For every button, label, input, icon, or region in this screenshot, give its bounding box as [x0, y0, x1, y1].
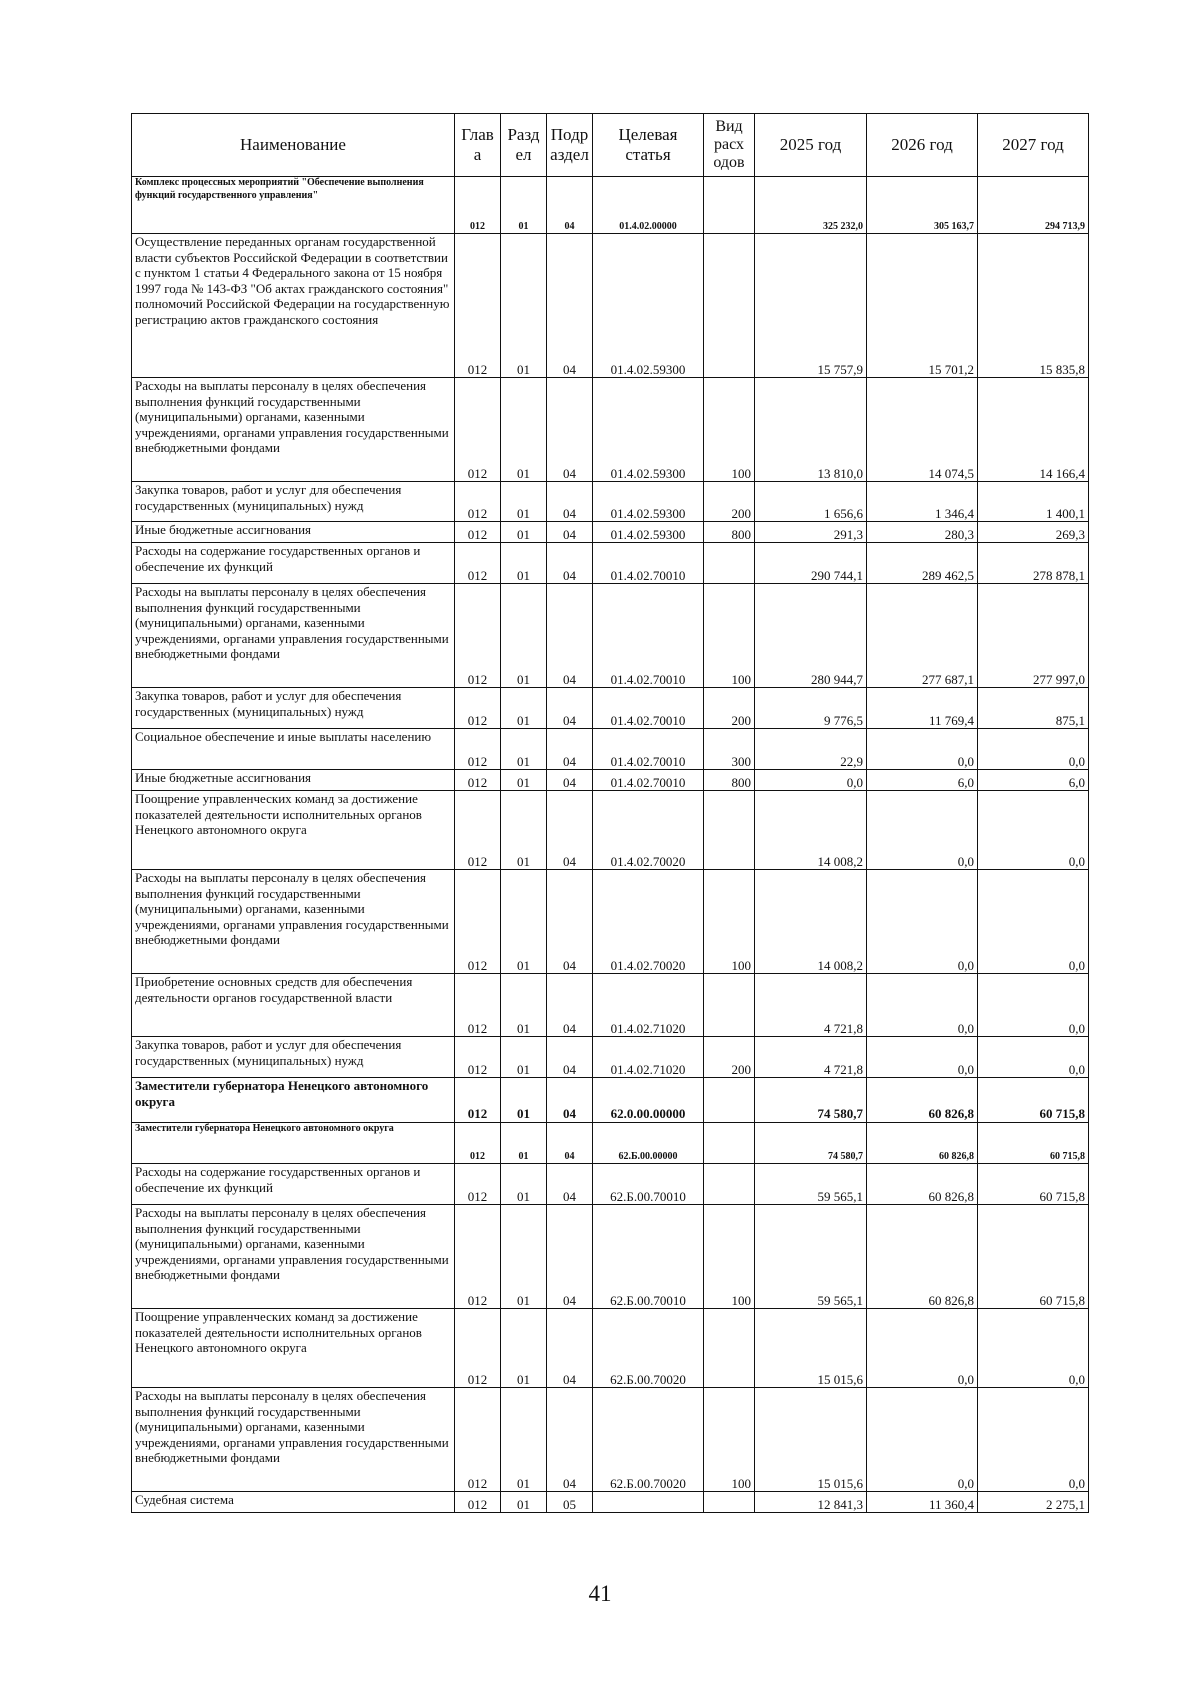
cell-podrazdel: 04 [547, 584, 593, 688]
cell-2025: 290 744,1 [755, 543, 867, 584]
header-name: Наименование [132, 114, 455, 177]
cell-razdel: 01 [501, 543, 547, 584]
cell-2025: 12 841,3 [755, 1492, 867, 1513]
cell-2026: 1 346,4 [867, 482, 978, 522]
cell-podrazdel: 04 [547, 770, 593, 791]
table-row [132, 234, 1089, 378]
cell-vid [704, 791, 755, 870]
cell-glava: 012 [455, 1492, 501, 1513]
cell-vid [704, 974, 755, 1037]
cell-vid: 200 [704, 482, 755, 522]
table-row [132, 1078, 1089, 1123]
cell-2026: 289 462,5 [867, 543, 978, 584]
table-row [132, 522, 1089, 543]
cell-target: 01.4.02.59300 [593, 522, 704, 543]
header-2026: 2026 год [867, 114, 978, 177]
table-row [132, 1492, 1089, 1513]
cell-2027: 6,0 [978, 770, 1089, 791]
cell-razdel: 01 [501, 870, 547, 974]
cell-name: Расходы на выплаты персоналу в целях обеспечения выполнения функций государственными (муниципальными) органами, казенными учреждениями, органами управления государственными внебюджетными фондами [132, 1205, 455, 1309]
cell-vid [704, 1078, 755, 1123]
cell-target: 01.4.02.59300 [593, 378, 704, 482]
cell-2027: 0,0 [978, 1388, 1089, 1492]
cell-target: 01.4.02.70010 [593, 543, 704, 584]
cell-2026: 277 687,1 [867, 584, 978, 688]
cell-razdel: 01 [501, 1205, 547, 1309]
cell-razdel: 01 [501, 482, 547, 522]
cell-2025: 280 944,7 [755, 584, 867, 688]
table-row [132, 1164, 1089, 1205]
cell-razdel: 01 [501, 1309, 547, 1388]
cell-glava: 012 [455, 482, 501, 522]
cell-razdel: 01 [501, 584, 547, 688]
cell-2027: 60 715,8 [978, 1205, 1089, 1309]
cell-podrazdel: 04 [547, 870, 593, 974]
cell-glava: 012 [455, 1123, 501, 1164]
cell-vid: 100 [704, 378, 755, 482]
table-row [132, 729, 1089, 770]
cell-podrazdel: 04 [547, 1309, 593, 1388]
cell-target: 62.Б.00.70020 [593, 1309, 704, 1388]
cell-target: 01.4.02.70010 [593, 729, 704, 770]
cell-razdel: 01 [501, 974, 547, 1037]
cell-2025: 291,3 [755, 522, 867, 543]
cell-2025: 59 565,1 [755, 1164, 867, 1205]
cell-glava: 012 [455, 1205, 501, 1309]
table-row [132, 770, 1089, 791]
cell-podrazdel: 04 [547, 1164, 593, 1205]
cell-vid [704, 177, 755, 234]
cell-2026: 60 826,8 [867, 1078, 978, 1123]
cell-vid: 800 [704, 770, 755, 791]
cell-glava: 012 [455, 729, 501, 770]
cell-name: Расходы на содержание государственных органов и обеспечение их функций [132, 543, 455, 584]
cell-glava: 012 [455, 522, 501, 543]
cell-podrazdel: 04 [547, 1123, 593, 1164]
cell-2026: 60 826,8 [867, 1123, 978, 1164]
cell-razdel: 01 [501, 522, 547, 543]
table-row [132, 870, 1089, 974]
cell-razdel: 01 [501, 234, 547, 378]
cell-2026: 280,3 [867, 522, 978, 543]
cell-name: Расходы на выплаты персоналу в целях обеспечения выполнения функций государственными (муниципальными) органами, казенными учреждениями, органами управления государственными внебюджетными фондами [132, 1388, 455, 1492]
cell-2026: 0,0 [867, 729, 978, 770]
cell-vid: 300 [704, 729, 755, 770]
cell-glava: 012 [455, 177, 501, 234]
cell-name: Социальное обеспечение и иные выплаты населению [132, 729, 455, 770]
cell-target: 01.4.02.70010 [593, 770, 704, 791]
cell-2025: 15 015,6 [755, 1388, 867, 1492]
table-row [132, 1388, 1089, 1492]
cell-glava: 012 [455, 688, 501, 729]
cell-podrazdel: 04 [547, 1037, 593, 1078]
cell-vid: 200 [704, 688, 755, 729]
table-row [132, 1309, 1089, 1388]
cell-2026: 6,0 [867, 770, 978, 791]
cell-2025: 0,0 [755, 770, 867, 791]
cell-2027: 60 715,8 [978, 1164, 1089, 1205]
header-target: Целевая статья [593, 114, 704, 177]
cell-2025: 14 008,2 [755, 870, 867, 974]
cell-glava: 012 [455, 234, 501, 378]
cell-name: Иные бюджетные ассигнования [132, 770, 455, 791]
cell-glava: 012 [455, 870, 501, 974]
cell-vid: 200 [704, 1037, 755, 1078]
table-row [132, 974, 1089, 1037]
cell-podrazdel: 04 [547, 1388, 593, 1492]
cell-razdel: 01 [501, 1164, 547, 1205]
cell-target [593, 1492, 704, 1513]
header-glava: Глав а [455, 114, 501, 177]
table-row [132, 791, 1089, 870]
table-row [132, 1037, 1089, 1078]
cell-2027: 0,0 [978, 791, 1089, 870]
cell-glava: 012 [455, 791, 501, 870]
cell-razdel: 01 [501, 1388, 547, 1492]
cell-vid: 100 [704, 870, 755, 974]
cell-glava: 012 [455, 1078, 501, 1123]
cell-vid: 800 [704, 522, 755, 543]
cell-razdel: 01 [501, 177, 547, 234]
cell-target: 62.0.00.00000 [593, 1078, 704, 1123]
cell-podrazdel: 04 [547, 1205, 593, 1309]
cell-podrazdel: 04 [547, 378, 593, 482]
header-razdel: Разд ел [501, 114, 547, 177]
cell-2026: 0,0 [867, 974, 978, 1037]
cell-glava: 012 [455, 1309, 501, 1388]
header-vid: Вид расх одов [704, 114, 755, 177]
cell-2025: 13 810,0 [755, 378, 867, 482]
cell-2025: 59 565,1 [755, 1205, 867, 1309]
budget-table [131, 113, 1089, 1513]
cell-razdel: 01 [501, 1037, 547, 1078]
cell-target: 01.4.02.59300 [593, 482, 704, 522]
cell-2027: 0,0 [978, 729, 1089, 770]
cell-podrazdel: 04 [547, 177, 593, 234]
cell-2026: 11 769,4 [867, 688, 978, 729]
cell-2027: 15 835,8 [978, 234, 1089, 378]
cell-target: 01.4.02.00000 [593, 177, 704, 234]
cell-vid: 100 [704, 1388, 755, 1492]
cell-podrazdel: 04 [547, 234, 593, 378]
header-2027: 2027 год [978, 114, 1089, 177]
cell-glava: 012 [455, 584, 501, 688]
cell-name: Расходы на выплаты персоналу в целях обеспечения выполнения функций государственными (муниципальными) органами, казенными учреждениями, органами управления государственными внебюджетными фондами [132, 870, 455, 974]
table-row [132, 177, 1089, 234]
cell-glava: 012 [455, 770, 501, 791]
cell-razdel: 01 [501, 770, 547, 791]
cell-2025: 14 008,2 [755, 791, 867, 870]
cell-2026: 0,0 [867, 1388, 978, 1492]
cell-glava: 012 [455, 378, 501, 482]
cell-razdel: 01 [501, 791, 547, 870]
cell-2026: 0,0 [867, 791, 978, 870]
cell-podrazdel: 04 [547, 543, 593, 584]
cell-target: 62.Б.00.70010 [593, 1164, 704, 1205]
cell-target: 62.Б.00.00000 [593, 1123, 704, 1164]
cell-2027: 269,3 [978, 522, 1089, 543]
cell-2026: 0,0 [867, 870, 978, 974]
cell-2027: 277 997,0 [978, 584, 1089, 688]
cell-2026: 0,0 [867, 1037, 978, 1078]
cell-2026: 14 074,5 [867, 378, 978, 482]
cell-name: Закупка товаров, работ и услуг для обеспечения государственных (муниципальных) нужд [132, 688, 455, 729]
cell-2025: 325 232,0 [755, 177, 867, 234]
cell-razdel: 01 [501, 1492, 547, 1513]
cell-vid [704, 543, 755, 584]
cell-vid: 100 [704, 1205, 755, 1309]
cell-2027: 0,0 [978, 1037, 1089, 1078]
cell-2025: 15 757,9 [755, 234, 867, 378]
cell-podrazdel: 04 [547, 522, 593, 543]
cell-2025: 4 721,8 [755, 974, 867, 1037]
cell-target: 62.Б.00.70010 [593, 1205, 704, 1309]
cell-name: Комплекс процессных мероприятий "Обеспечение выполнения функций государственного управления" [132, 177, 455, 234]
cell-name: Закупка товаров, работ и услуг для обеспечения государственных (муниципальных) нужд [132, 482, 455, 522]
cell-name: Заместители губернатора Ненецкого автономного округа [132, 1078, 455, 1123]
table-header-row [132, 114, 1089, 177]
cell-name: Иные бюджетные ассигнования [132, 522, 455, 543]
table-row [132, 543, 1089, 584]
table-row [132, 482, 1089, 522]
cell-name: Заместители губернатора Ненецкого автономного округа [132, 1123, 455, 1164]
cell-target: 01.4.02.70020 [593, 791, 704, 870]
cell-glava: 012 [455, 1164, 501, 1205]
cell-target: 01.4.02.71020 [593, 974, 704, 1037]
cell-name: Расходы на выплаты персоналу в целях обеспечения выполнения функций государственными (муниципальными) органами, казенными учреждениями, органами управления государственными внебюджетными фондами [132, 584, 455, 688]
cell-2025: 1 656,6 [755, 482, 867, 522]
cell-glava: 012 [455, 1037, 501, 1078]
cell-2025: 74 580,7 [755, 1078, 867, 1123]
cell-name: Расходы на выплаты персоналу в целях обеспечения выполнения функций государственными (муниципальными) органами, казенными учреждениями, органами управления государственными внебюджетными фондами [132, 378, 455, 482]
cell-podrazdel: 04 [547, 688, 593, 729]
cell-target: 01.4.02.71020 [593, 1037, 704, 1078]
cell-target: 62.Б.00.70020 [593, 1388, 704, 1492]
cell-2025: 74 580,7 [755, 1123, 867, 1164]
cell-2025: 15 015,6 [755, 1309, 867, 1388]
cell-glava: 012 [455, 974, 501, 1037]
cell-razdel: 01 [501, 378, 547, 482]
cell-target: 01.4.02.70010 [593, 584, 704, 688]
header-2025: 2025 год [755, 114, 867, 177]
cell-2027: 294 713,9 [978, 177, 1089, 234]
cell-podrazdel: 04 [547, 729, 593, 770]
cell-2025: 22,9 [755, 729, 867, 770]
table-row [132, 1123, 1089, 1164]
cell-name: Судебная система [132, 1492, 455, 1513]
cell-2026: 60 826,8 [867, 1205, 978, 1309]
cell-name: Расходы на содержание государственных органов и обеспечение их функций [132, 1164, 455, 1205]
cell-podrazdel: 04 [547, 974, 593, 1037]
cell-2027: 278 878,1 [978, 543, 1089, 584]
cell-vid [704, 1309, 755, 1388]
cell-2026: 15 701,2 [867, 234, 978, 378]
cell-razdel: 01 [501, 688, 547, 729]
cell-razdel: 01 [501, 1123, 547, 1164]
cell-glava: 012 [455, 543, 501, 584]
cell-2027: 0,0 [978, 870, 1089, 974]
header-podrazdel: Подр аздел [547, 114, 593, 177]
cell-2025: 4 721,8 [755, 1037, 867, 1078]
cell-2026: 60 826,8 [867, 1164, 978, 1205]
cell-vid [704, 1164, 755, 1205]
cell-name: Закупка товаров, работ и услуг для обеспечения государственных (муниципальных) нужд [132, 1037, 455, 1078]
cell-2027: 875,1 [978, 688, 1089, 729]
cell-razdel: 01 [501, 1078, 547, 1123]
cell-name: Поощрение управленческих команд за достижение показателей деятельности исполнительных органов Ненецкого автономного округа [132, 1309, 455, 1388]
cell-2027: 1 400,1 [978, 482, 1089, 522]
cell-vid [704, 234, 755, 378]
cell-target: 01.4.02.70010 [593, 688, 704, 729]
cell-2027: 14 166,4 [978, 378, 1089, 482]
cell-2027: 0,0 [978, 974, 1089, 1037]
cell-2027: 2 275,1 [978, 1492, 1089, 1513]
cell-razdel: 01 [501, 729, 547, 770]
cell-vid: 100 [704, 584, 755, 688]
cell-name: Приобретение основных средств для обеспечения деятельности органов государственной власти [132, 974, 455, 1037]
cell-name: Осуществление переданных органам государственной власти субъектов Российской Федерации в соответствии с пунктом 1 статьи 4 Федерального закона от 15 ноября 1997 года № 143-ФЗ "Об актах гражданского состояния" полномочий Российской Федерации на государственную регистрацию актов гражданского состояния [132, 234, 455, 378]
cell-podrazdel: 05 [547, 1492, 593, 1513]
cell-2027: 60 715,8 [978, 1123, 1089, 1164]
cell-2026: 0,0 [867, 1309, 978, 1388]
cell-podrazdel: 04 [547, 1078, 593, 1123]
cell-glava: 012 [455, 1388, 501, 1492]
cell-target: 01.4.02.59300 [593, 234, 704, 378]
cell-2027: 60 715,8 [978, 1078, 1089, 1123]
cell-vid [704, 1492, 755, 1513]
cell-vid [704, 1123, 755, 1164]
table-row [132, 378, 1089, 482]
cell-podrazdel: 04 [547, 791, 593, 870]
cell-2026: 11 360,4 [867, 1492, 978, 1513]
cell-target: 01.4.02.70020 [593, 870, 704, 974]
cell-2025: 9 776,5 [755, 688, 867, 729]
cell-2026: 305 163,7 [867, 177, 978, 234]
cell-name: Поощрение управленческих команд за достижение показателей деятельности исполнительных органов Ненецкого автономного округа [132, 791, 455, 870]
table-row [132, 584, 1089, 688]
table-row [132, 1205, 1089, 1309]
page-number: 41 [588, 1581, 612, 1606]
cell-podrazdel: 04 [547, 482, 593, 522]
table-row [132, 688, 1089, 729]
cell-2027: 0,0 [978, 1309, 1089, 1388]
